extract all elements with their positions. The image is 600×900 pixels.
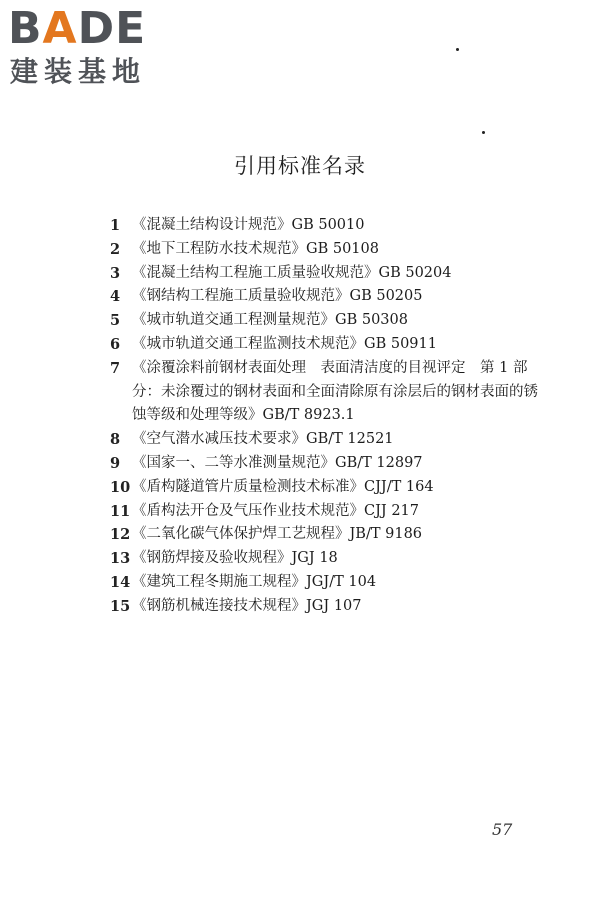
reference-title: 《盾构法开仓及气压作业技术规范》CJJ 217	[132, 502, 420, 519]
reference-title: 《地下工程防水技术规范》GB 50108	[132, 240, 379, 257]
reference-item	[110, 547, 540, 571]
reference-number: 13	[110, 550, 131, 568]
reference-title: 《混凝土结构设计规范》GB 50010	[132, 217, 365, 233]
reference-item	[110, 571, 540, 595]
reference-title: 《城市轨道交通工程测量规范》GB 50308	[132, 312, 408, 329]
page-number: 57	[492, 820, 513, 839]
logo-wordmark	[8, 4, 146, 54]
reference-item	[110, 285, 540, 309]
reference-item	[110, 357, 540, 428]
reference-number: 12	[110, 526, 131, 544]
reference-title: 《盾构隧道管片质量检测技术标准》CJJ/T 164	[132, 478, 434, 495]
logo-subtitle: 建装基地	[10, 55, 147, 88]
reference-number: 1	[110, 217, 121, 234]
reference-title: 《国家一、二等水准测量规范》GB/T 12897	[132, 454, 423, 471]
reference-item	[110, 452, 540, 476]
reference-number: 10	[110, 478, 131, 496]
reference-number: 15	[110, 597, 131, 615]
reference-number: 8	[110, 431, 121, 449]
reference-item	[110, 309, 540, 333]
reference-title: 《混凝土结构工程施工质量验收规范》GB 50204	[132, 264, 452, 281]
reference-title: 《钢筋焊接及验收规程》JGJ 18	[132, 550, 338, 567]
reference-number: 11	[110, 502, 131, 520]
reference-item	[110, 262, 540, 286]
reference-number: 7	[110, 359, 121, 377]
reference-title: 《空气潜水减压技术要求》GB/T 12521	[132, 431, 394, 448]
reference-title: 《涂覆涂料前钢材表面处理 表面清洁度的目视评定 第 1 部分：未涂覆过的钢材表面和全面清除原有涂层后的钢材表面的锈蚀等级和处理等级》GB/T 8923.1	[132, 359, 538, 424]
reference-number: 6	[110, 335, 121, 353]
scan-speck	[482, 131, 485, 134]
reference-title: 《城市轨道交通工程监测技术规范》GB 50911	[132, 335, 437, 352]
reference-title: 《建筑工程冬期施工规程》JGJ/T 104	[132, 573, 377, 590]
logo-letter-e: E	[115, 3, 147, 54]
reference-title: 《钢结构工程施工质量验收规范》GB 50205	[132, 288, 423, 305]
logo-letter-b: B	[8, 3, 43, 54]
reference-number: 5	[110, 312, 121, 330]
scan-speck	[456, 48, 459, 51]
reference-title: 《二氧化碳气体保护焊工艺规程》JB/T 9186	[132, 526, 423, 543]
reference-list	[110, 214, 540, 619]
reference-item	[110, 476, 540, 500]
reference-item	[110, 500, 540, 524]
bade-logo	[8, 4, 178, 90]
reference-item	[110, 523, 540, 547]
logo-letter-a: A	[42, 3, 78, 54]
reference-item	[110, 333, 540, 357]
reference-number: 3	[110, 264, 121, 282]
reference-item	[110, 238, 540, 262]
reference-number: 2	[110, 240, 121, 258]
reference-number: 9	[110, 454, 121, 472]
logo-letter-d: D	[77, 3, 116, 54]
reference-item	[110, 428, 540, 452]
reference-item	[110, 595, 540, 619]
reference-item	[110, 214, 540, 238]
reference-number: 14	[110, 573, 131, 591]
page-title: 引用标准名录	[234, 154, 366, 178]
reference-number: 4	[110, 288, 121, 306]
reference-title: 《钢筋机械连接技术规程》JGJ 107	[132, 597, 362, 614]
